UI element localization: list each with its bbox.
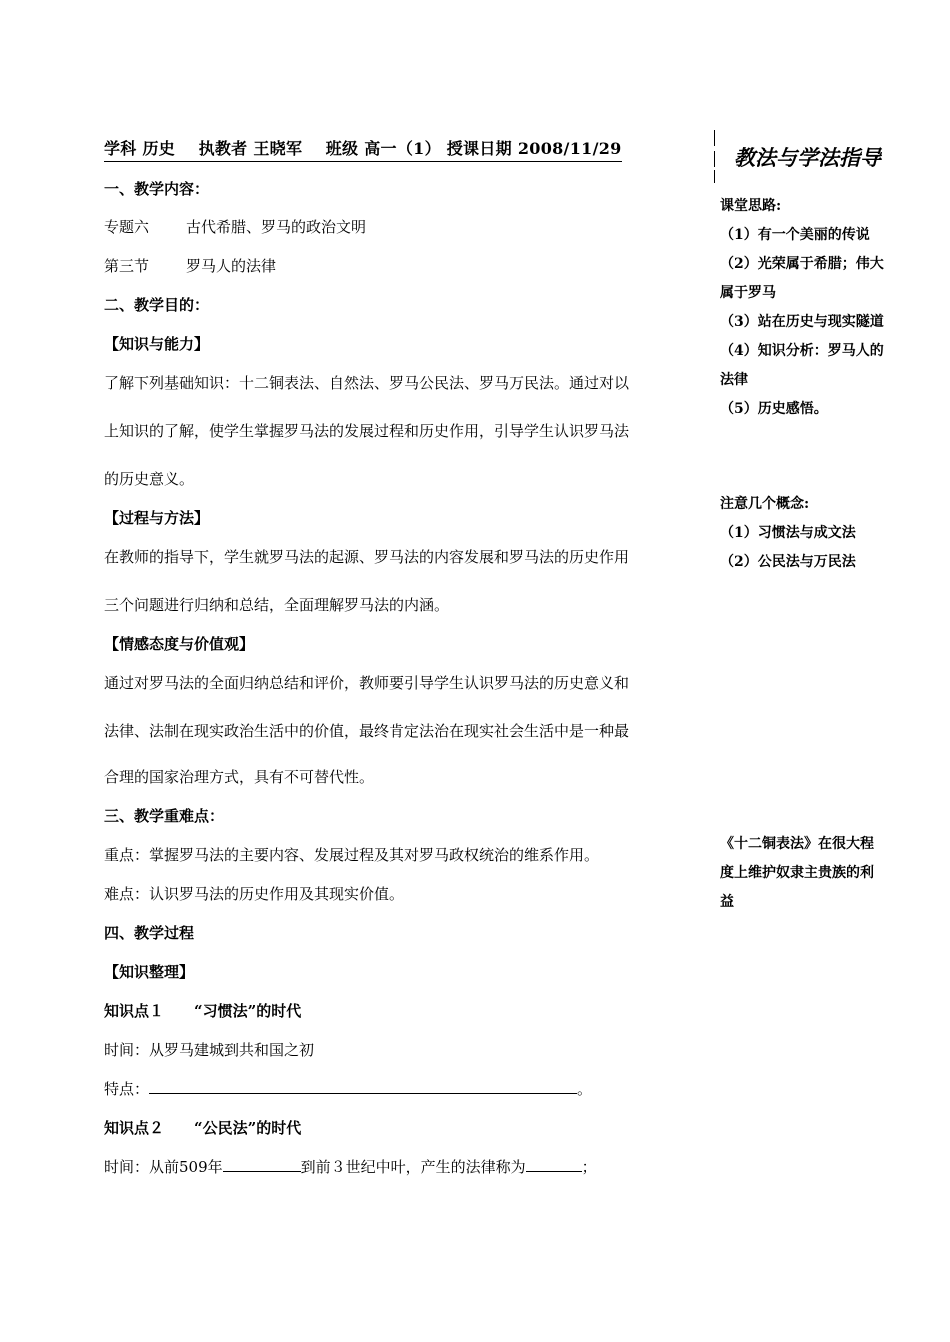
point2-time-b: 到前３世纪中叶，产生的法律称为 [300,1158,526,1176]
section2-title: 二、教学目的： [104,296,210,314]
emotion-line: 通过对罗马法的全面归纳总结和评价，教师要引导学生认识罗马法的历史意义和 [104,674,630,692]
fill-blank[interactable] [526,1157,582,1172]
section3-title: 三、教学重难点： [104,807,225,825]
process-title: 【过程与方法】 [104,509,210,527]
point2-time [104,1156,597,1177]
key-point: 重点：掌握罗马法的主要内容、发展过程及其对罗马政权统治的维系作用。 [104,846,600,864]
lesson-text: 罗马人的法律 [186,257,277,275]
idea-item: （5）历史感悟。 [720,401,828,417]
fill-blank[interactable] [149,1079,577,1094]
column-divider [714,170,715,183]
feature-end: 。 [577,1080,593,1098]
knowledge-line: 上知识的了解，使学生掌握罗马法的发展过程和历史作用，引导学生认识罗马法 [104,422,630,440]
topic-line [104,216,366,237]
feature-label: 特点： [104,1080,150,1098]
sidebar-title: 教法与学法指导 [734,145,881,170]
difficult-point: 难点：认识罗马法的历史作用及其现实价值。 [104,885,405,903]
subject-value: 历史 [142,139,176,158]
idea-item: 属于罗马 [720,285,776,301]
lesson-line [104,255,276,276]
teacher-label: 执教者 [198,139,248,158]
section1-title: 一、教学内容： [104,180,210,198]
column-divider [714,130,715,146]
lesson-label: 第三节 [104,257,150,275]
sidebar-concepts [720,490,920,577]
topic-text: 古代希腊、罗马的政治文明 [186,218,367,236]
sidebar-ideas [720,192,920,424]
column-divider [714,151,715,167]
point2-title: 知识点２ “公民法”的时代 [104,1119,302,1137]
note-line: 益 [720,894,734,910]
concepts-title: 注意几个概念: [720,496,810,512]
class-label: 班级 [325,139,359,158]
emotion-line: 法律、法制在现实政治生活中的价值，最终肯定法治在现实社会生活中是一种最 [104,722,630,740]
section4-title: 四、教学过程 [104,924,195,942]
knowledge-organize-title: 【知识整理】 [104,963,195,981]
topic-label: 专题六 [104,218,150,236]
knowledge-line: 了解下列基础知识：十二铜表法、自然法、罗马公民法、罗马万民法。通过对以 [104,374,630,392]
concept-item: （1）习惯法与成文法 [720,525,856,541]
process-line: 三个问题进行归纳和总结，全面理解罗马法的内涵。 [104,596,450,614]
note-line: 《十二铜表法》在很大程 [720,836,874,852]
point2-time-end: ； [581,1158,597,1176]
point1-time: 时间：从罗马建城到共和国之初 [104,1041,315,1059]
date-label: 授课日期 [446,139,512,158]
class-value: 高一（1） [364,139,441,158]
point1-title: 知识点１ “习惯法”的时代 [104,1002,302,1020]
idea-item: （3）站在历史与现实隧道 [720,314,884,330]
header-row [104,136,622,162]
fill-blank[interactable] [223,1157,301,1172]
idea-item: （1）有一个美丽的传说 [720,227,870,243]
date-value: 2008/11/29 [517,139,622,158]
concept-item: （2）公民法与万民法 [720,554,856,570]
header-info [104,136,622,162]
sidebar-note [720,830,920,917]
idea-item: （2）光荣属于希腊；伟大 [720,256,884,272]
subject-label: 学科 [104,139,137,158]
point1-feature [104,1078,592,1099]
idea-item: 法律 [720,372,748,388]
knowledge-title: 【知识与能力】 [104,335,210,353]
idea-item: （4）知识分析：罗马人的 [720,343,884,359]
teacher-value: 王晓军 [253,139,303,158]
emotion-title: 【情感态度与价值观】 [104,635,255,653]
note-line: 度上维护奴隶主贵族的利 [720,865,874,881]
emotion-line: 合理的国家治理方式，具有不可替代性。 [104,768,375,786]
ideas-title: 课堂思路: [720,198,782,214]
process-line: 在教师的指导下，学生就罗马法的起源、罗马法的内容发展和罗马法的历史作用 [104,548,630,566]
point2-time-a: 时间：从前509年 [104,1158,223,1176]
knowledge-line: 的历史意义。 [104,470,195,488]
